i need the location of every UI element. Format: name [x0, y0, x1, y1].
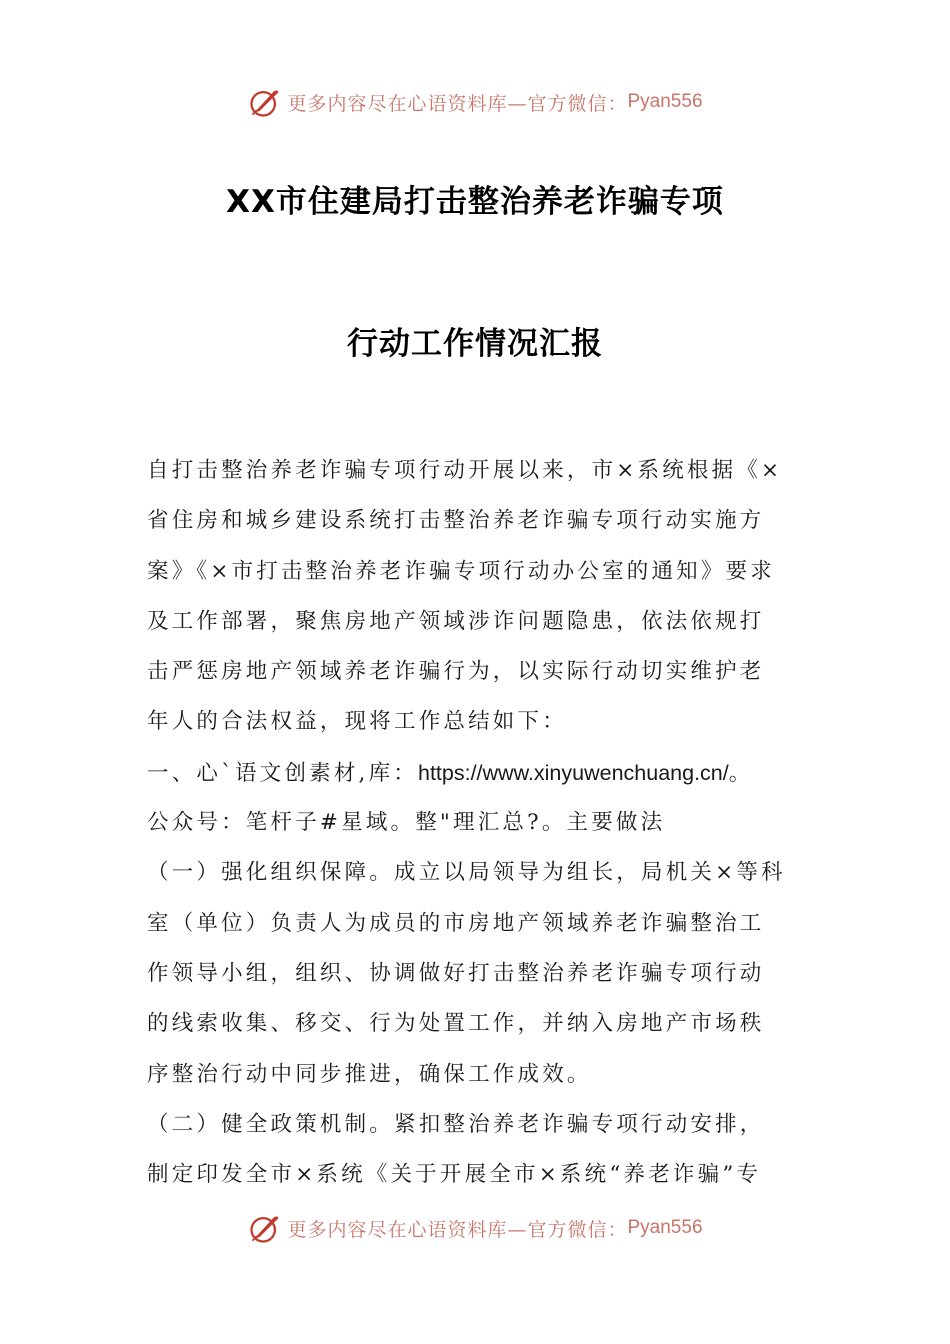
footer-watermark	[0, 1208, 950, 1248]
body-line: 序整治行动中同步推进，确保工作成效。	[147, 1061, 592, 1087]
body-line: 制定印发全市×系统《关于开展全市×系统“养老诈骗”专	[147, 1162, 762, 1188]
section-heading-line	[147, 748, 807, 798]
body-line: 自打击整治养老诈骗专项行动开展以来，市×系统根据《×	[147, 458, 783, 483]
body-line: 省住房和城乡建设系统打击整治养老诈骗专项行动实施方	[147, 508, 765, 534]
body-line: （二）健全政策机制。紧扣整治养老诈骗专项行动安排，	[147, 1111, 765, 1137]
url-suffix: 。	[728, 760, 754, 786]
section-heading-prefix: 一、心`语文创素材,库：	[147, 760, 418, 786]
body-line: 公众号：笔杆子#星域。整"理汇总?。主要做法	[147, 810, 666, 836]
body-line: 及工作部署，聚焦房地产领域涉诈问题隐患，依法依规打	[147, 608, 765, 634]
website-url: https://www.xinyuwenchuang.cn/	[418, 760, 729, 785]
quill-logo-icon	[247, 84, 283, 120]
body-line: 年人的合法权益，现将工作总结如下：	[147, 709, 567, 735]
body-line: 案》《×市打击整治养老诈骗专项行动办公室的通知》要求	[147, 558, 775, 584]
watermark-text: 更多内容尽在心语资料库—官方微信：	[287, 92, 628, 115]
body-line: 作领导小组，组织、协调做好打击整治养老诈骗专项行动	[147, 960, 765, 986]
document-title-line1: XX市住建局打击整治养老诈骗专项	[226, 184, 724, 220]
body-line: 的线索收集、移交、行为处置工作，并纳入房地产市场秩	[147, 1011, 765, 1037]
body-line: （一）强化组织保障。成立以局领导为组长，局机关×等科	[147, 860, 786, 886]
document-body	[147, 446, 807, 1200]
body-line: 击严惩房地产领域养老诈骗行为，以实际行动切实维护老	[147, 659, 765, 685]
watermark-wechat-id: Pyan556	[627, 1217, 703, 1238]
body-line: 室（单位）负责人为成员的市房地产领域养老诈骗整治工	[147, 910, 765, 936]
header-watermark	[0, 82, 950, 122]
watermark-wechat-id: Pyan556	[627, 91, 703, 112]
document-title-line2: 行动工作情况汇报	[347, 326, 603, 362]
watermark-text: 更多内容尽在心语资料库—官方微信：	[287, 1218, 628, 1241]
quill-logo-icon	[247, 1210, 283, 1246]
